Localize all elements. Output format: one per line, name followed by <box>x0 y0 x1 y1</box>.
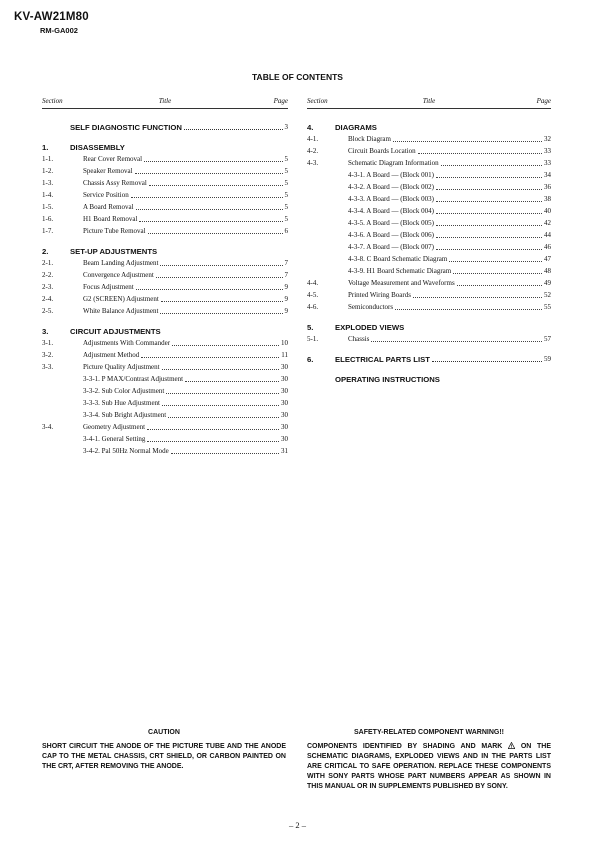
entry-number: 1-3. <box>42 179 54 187</box>
entry-title: Semiconductors <box>348 303 394 311</box>
page-ref: 30 <box>281 423 288 431</box>
toc-entry <box>42 213 288 225</box>
dot-leader <box>393 141 542 142</box>
entry-number: 1-1. <box>42 155 54 163</box>
entry-number: 4-3. <box>307 159 319 167</box>
toc-entry <box>42 153 288 165</box>
toc-entry <box>42 421 288 433</box>
dot-leader <box>160 265 282 266</box>
section-heading <box>307 122 551 133</box>
entry-number: 4-1. <box>307 135 319 143</box>
column-header <box>42 96 288 109</box>
page-ref: 10 <box>281 339 288 347</box>
entry-title: Speaker Removal <box>83 167 133 175</box>
page-ref: 9 <box>284 295 288 303</box>
entry-title: Chassis Assy Removal <box>83 179 147 187</box>
section-heading <box>42 326 288 337</box>
entry-title: Convergence Adjustment <box>83 271 154 279</box>
entry-number: 4-5. <box>307 291 319 299</box>
page-ref: 30 <box>281 387 288 395</box>
spacer <box>307 365 551 374</box>
warning-triangle-icon <box>508 742 515 749</box>
toc-entry <box>42 165 288 177</box>
section-heading <box>307 354 551 365</box>
dot-leader <box>184 122 283 130</box>
remote-model: RM-GA002 <box>40 26 78 35</box>
dot-leader <box>131 197 283 198</box>
section-heading <box>42 142 288 153</box>
toc-entry <box>42 177 288 189</box>
dot-leader <box>162 369 279 370</box>
entry-number: 4-6. <box>307 303 319 311</box>
toc-entry <box>42 305 288 317</box>
dot-leader <box>144 161 282 162</box>
section-heading <box>307 374 551 385</box>
entry-number: 2-5. <box>42 307 54 315</box>
entry-title: 3-3-1. P MAX/Contrast Adjustment <box>83 375 184 383</box>
page-ref: 55 <box>544 303 551 311</box>
column-header-title: Title <box>422 97 436 105</box>
dot-leader <box>436 177 542 178</box>
dot-leader <box>161 301 283 302</box>
entry-number: 2-3. <box>42 283 54 291</box>
toc-subentry <box>42 433 288 445</box>
toc-entry <box>307 277 551 289</box>
toc-entry <box>42 189 288 201</box>
dot-leader <box>436 189 542 190</box>
column-header-section: Section <box>42 97 63 105</box>
column-header-page: Page <box>273 97 288 105</box>
page-ref: 46 <box>544 243 551 251</box>
page-ref: 33 <box>544 159 551 167</box>
page-ref: 7 <box>284 271 288 279</box>
entry-title: 4-3-7. A Board — (Block 007) <box>348 243 434 251</box>
page-ref: 44 <box>544 231 551 239</box>
page-ref: 30 <box>281 363 288 371</box>
page-ref: 5 <box>284 191 288 199</box>
column-header-section: Section <box>307 97 328 105</box>
entry-number: 2-4. <box>42 295 54 303</box>
entry-title: 4-3-9. H1 Board Schematic Diagram <box>348 267 452 275</box>
entry-number: 4-2. <box>307 147 319 155</box>
page-ref: 5 <box>284 155 288 163</box>
page-ref: 30 <box>281 411 288 419</box>
toc-subentry <box>42 373 288 385</box>
page-ref: 33 <box>544 147 551 155</box>
spacer <box>42 317 288 326</box>
entry-title: Adjustments With Commander <box>83 339 171 347</box>
toc-entry <box>42 293 288 305</box>
dot-leader <box>436 249 542 250</box>
dot-leader <box>436 237 542 238</box>
entry-title: Voltage Measurement and Waveforms <box>348 279 455 287</box>
toc-entry <box>307 133 551 145</box>
toc-subentry <box>307 217 551 229</box>
toc-entry <box>307 333 551 345</box>
entry-title: 3-3-2. Sub Color Adjustment <box>83 387 165 395</box>
dot-leader <box>147 429 279 430</box>
dot-leader <box>453 273 542 274</box>
page-ref: 34 <box>544 171 551 179</box>
toc-subentry <box>307 241 551 253</box>
dot-leader <box>149 185 283 186</box>
toc-subentry <box>42 397 288 409</box>
entry-title: 4-3-1. A Board — (Block 001) <box>348 171 434 179</box>
entry-number: 2-1. <box>42 259 54 267</box>
dot-leader <box>135 173 283 174</box>
section-title: DIAGRAMS <box>335 123 377 132</box>
entry-number: 3-4. <box>42 423 54 431</box>
toc-left-column <box>42 96 288 457</box>
entry-number: 3-2. <box>42 351 54 359</box>
page-ref: 11 <box>281 351 288 359</box>
dot-leader <box>148 233 283 234</box>
entry-title: 3-4-2. Pal 50Hz Normal Mode <box>83 447 169 455</box>
dot-leader <box>418 153 542 154</box>
page-ref: 30 <box>281 435 288 443</box>
section-number: 5. <box>307 323 314 332</box>
dot-leader <box>141 357 279 358</box>
page-ref: 5 <box>284 203 288 211</box>
entry-number: 1-6. <box>42 215 54 223</box>
entry-title: 4-3-3. A Board — (Block 003) <box>348 195 434 203</box>
entry-title: 4-3-2. A Board — (Block 002) <box>348 183 434 191</box>
entry-title: Beam Landing Adjustment <box>83 259 159 267</box>
toc-subentry <box>307 205 551 217</box>
toc-entry <box>42 361 288 373</box>
page-title: TABLE OF CONTENTS <box>252 72 343 82</box>
warning-body-rest: ON THE SCHEMATIC DIAGRAMS, EXPLODED VIEWS AND IN THE PARTS LIST ARE CRITICAL TO SAFE OPERATION. REPLACE THESE COMPONENTS WITH SONY PARTS WHOSE PART NUMBERS APPEAR AS SHOWN IN THIS MANUAL OR IN SUPPLEMENTS PUBLISHED BY SONY. <box>307 743 552 790</box>
section-number <box>42 122 70 133</box>
section-title: SET-UP ADJUSTMENTS <box>70 247 158 256</box>
dot-leader <box>185 381 279 382</box>
entry-number: 1-2. <box>42 167 54 175</box>
section-heading <box>42 246 288 257</box>
page-ref: 49 <box>544 279 551 287</box>
toc-subentry <box>307 181 551 193</box>
entry-title: Service Position <box>83 191 129 199</box>
page-ref: 57 <box>544 335 551 343</box>
column-header-title: Title <box>158 97 172 105</box>
entry-title: 4-3-6. A Board — (Block 006) <box>348 231 434 239</box>
section-title: CIRCUIT ADJUSTMENTS <box>70 327 161 336</box>
toc-entry <box>307 145 551 157</box>
dot-leader <box>436 213 542 214</box>
page-ref: 9 <box>284 283 288 291</box>
entry-title: 4-3-4. A Board — (Block 004) <box>348 207 434 215</box>
toc-subentry <box>307 265 551 277</box>
toc-entry <box>42 281 288 293</box>
page-ref: 31 <box>281 447 288 455</box>
dot-leader <box>449 261 542 262</box>
entry-title: Schematic Diagram Information <box>348 159 439 167</box>
toc-entry <box>42 349 288 361</box>
page-ref: 36 <box>544 183 551 191</box>
dot-leader <box>371 341 542 342</box>
entry-title: Rear Cover Removal <box>83 155 143 163</box>
entry-number: 5-1. <box>307 335 319 343</box>
page-ref: 5 <box>284 215 288 223</box>
spacer <box>42 133 288 142</box>
toc-entry <box>307 289 551 301</box>
toc-entry <box>307 301 551 313</box>
entry-title: Focus Adjustment <box>83 283 134 291</box>
model-number: KV-AW21M80 <box>14 11 89 23</box>
dot-leader <box>166 393 279 394</box>
toc-subentry <box>307 253 551 265</box>
page-ref: 5 <box>284 179 288 187</box>
dot-leader <box>436 225 542 226</box>
toc-right-column <box>307 96 551 385</box>
warning-title: SAFETY-RELATED COMPONENT WARNING!! <box>354 729 504 736</box>
dot-leader <box>171 453 279 454</box>
entry-title: 4-3-5. A Board — (Block 005) <box>348 219 434 227</box>
entry-number: 3-1. <box>42 339 54 347</box>
page-ref: 32 <box>544 135 551 143</box>
toc-subentry <box>307 229 551 241</box>
page-ref: 42 <box>544 219 551 227</box>
section-heading <box>307 322 551 333</box>
entry-title: Printed Wiring Boards <box>348 291 411 299</box>
caution-body: SHORT CIRCUIT THE ANODE OF THE PICTURE TUBE AND THE ANODE CAP TO THE METAL CHASSIS, CRT SHIELD, OR CARBON PAINTED ON THE CRT, AFTER REMOVING THE ANODE. <box>42 743 286 770</box>
entry-number: 2-2. <box>42 271 54 279</box>
entry-title: H1 Board Removal <box>83 215 138 223</box>
entry-number: 1-7. <box>42 227 54 235</box>
section-number <box>307 374 335 385</box>
entry-title: Geometry Adjustment <box>83 423 146 431</box>
section-heading <box>42 122 288 133</box>
safety-warning-notice <box>307 729 551 792</box>
caution-title: CAUTION <box>148 729 180 736</box>
column-header-page: Page <box>536 97 551 105</box>
entry-title: Adjustment Method <box>83 351 140 359</box>
toc-subentry <box>42 409 288 421</box>
dot-leader <box>156 277 283 278</box>
warning-body-start: COMPONENTS IDENTIFIED BY SHADING AND MARK <box>307 743 503 750</box>
toc-subentry <box>307 193 551 205</box>
section-title: ELECTRICAL PARTS LIST <box>335 355 430 364</box>
toc-subentry <box>42 385 288 397</box>
page-ref: 30 <box>281 375 288 383</box>
toc-entry <box>42 225 288 237</box>
dot-leader <box>413 297 542 298</box>
section-number: 6. <box>307 355 314 364</box>
toc-entry <box>42 269 288 281</box>
page-ref: 52 <box>544 291 551 299</box>
dot-leader <box>441 165 542 166</box>
page-ref: 9 <box>284 307 288 315</box>
spacer <box>307 345 551 354</box>
section-title: OPERATING INSTRUCTIONS <box>335 375 440 384</box>
section-number: 1. <box>42 143 49 152</box>
section-number: 2. <box>42 247 49 256</box>
section-title: DISASSEMBLY <box>70 143 125 152</box>
dot-leader <box>395 309 542 310</box>
page-ref: 59 <box>544 355 551 363</box>
warning-body <box>307 742 551 792</box>
entry-title: Picture Quality Adjustment <box>83 363 160 371</box>
entry-number: 4-4. <box>307 279 319 287</box>
page-ref: 5 <box>284 167 288 175</box>
entry-title: A Board Removal <box>83 203 134 211</box>
section-number: 4. <box>307 123 314 132</box>
dot-leader <box>172 345 279 346</box>
dot-leader <box>162 405 279 406</box>
page-ref: 40 <box>544 207 551 215</box>
entry-title: 4-3-8. C Board Schematic Diagram <box>348 255 448 263</box>
entry-title: G2 (SCREEN) Adjustment <box>83 295 159 303</box>
page-ref: 38 <box>544 195 551 203</box>
page-ref: 48 <box>544 267 551 275</box>
toc-subentry <box>42 445 288 457</box>
page-number: – 2 – <box>289 820 306 830</box>
dot-leader <box>147 441 279 442</box>
toc-entry <box>307 157 551 169</box>
entry-title: 3-3-3. Sub Hue Adjustment <box>83 399 160 407</box>
dot-leader <box>457 285 542 286</box>
column-header <box>307 96 551 109</box>
toc-subentry <box>307 169 551 181</box>
page-ref: 6 <box>284 227 288 235</box>
section-title: SELF DIAGNOSTIC FUNCTION <box>70 123 182 132</box>
section-number: 3. <box>42 327 49 336</box>
caution-notice <box>42 729 286 772</box>
section-title: EXPLODED VIEWS <box>335 323 405 332</box>
entry-title: Picture Tube Removal <box>83 227 146 235</box>
dot-leader <box>160 313 282 314</box>
dot-leader <box>168 417 279 418</box>
entry-title: Circuit Boards Location <box>348 147 416 155</box>
page-ref: 30 <box>281 399 288 407</box>
toc-entry <box>42 337 288 349</box>
spacer <box>42 237 288 246</box>
entry-number: 1-5. <box>42 203 54 211</box>
dot-leader <box>136 289 283 290</box>
dot-leader <box>436 201 542 202</box>
entry-title: 3-4-1. General Setting <box>83 435 146 443</box>
entry-number: 1-4. <box>42 191 54 199</box>
spacer <box>307 313 551 322</box>
entry-title: Block Diagram <box>348 135 391 143</box>
page-ref: 3 <box>284 123 288 131</box>
page-ref: 7 <box>284 259 288 267</box>
toc-entry <box>42 201 288 213</box>
entry-title: White Balance Adjustment <box>83 307 159 315</box>
dot-leader <box>432 354 542 362</box>
entry-title: 3-3-4. Sub Bright Adjustment <box>83 411 167 419</box>
dot-leader <box>136 209 283 210</box>
entry-title: Chassis <box>348 335 370 343</box>
page-ref: 47 <box>544 255 551 263</box>
entry-number: 3-3. <box>42 363 54 371</box>
toc-entry <box>42 257 288 269</box>
dot-leader <box>139 221 282 222</box>
